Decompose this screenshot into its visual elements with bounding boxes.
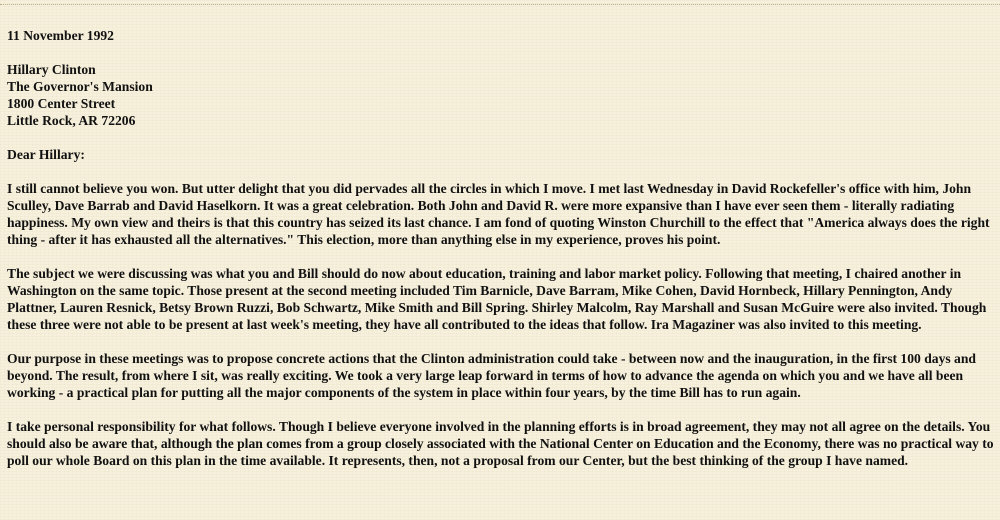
top-divider — [0, 4, 1000, 5]
paragraph-4: I take personal responsibility for what follows. Though I believe everyone involved in the planning efforts is in broad agreement, they may not all agree on the details. You should also be aware that, although the plan comes from a group closely associated with the National Center on Education and the Economy, there was no practical way to poll our whole Board on this plan in the time available. It represents, then, not a proposal from our Center, but the best thinking of the group I have named. — [7, 419, 994, 468]
salutation: Dear Hillary: — [7, 147, 85, 162]
paragraph-2: The subject we were discussing was what you and Bill should do now about education, training and labor market policy. Following that meeting, I chaired another in Washington on the same topic. Those present at the second meeting included Tim Barnicle, Dave Barram, Mike Cohen, David Hornbeck, Hillary Pennington, Andy Plattner, Lauren Resnick, Betsy Brown Ruzzi, Bob Schwartz, Mike Smith and Bill Spring. Shirley Malcolm, Ray Marshall and Susan McGuire were also invited. Though these three were not able to be present at last week's meeting, they have all contributed to the ideas that follow. Ira Magaziner was also invited to this meeting. — [7, 266, 987, 332]
address-line-2: 1800 Center Street — [7, 96, 116, 111]
letter-date: 11 November 1992 — [7, 28, 114, 43]
paragraph-3: Our purpose in these meetings was to propose concrete actions that the Clinton administration could take - between now and the inauguration, in the first 100 days and beyond. The result, from where I sit, was really exciting. We took a very large leap forward in terms of how to advance the agenda on which you and we have all been working - a practical plan for putting all the major components of the system in place within four years, by the time Bill has to run again. — [7, 351, 976, 400]
paragraph-1: I still cannot believe you won. But utter delight that you did pervades all the circles in which I move. I met last Wednesday in David Rockefeller's office with him, John Sculley, Dave Barrab and David Haselkorn. It was a great celebration. Both John and David R. were more expansive than I have ever seen them - literally radiating happiness. My own view and theirs is that this country has seized its last chance. I am fond of quoting Winston Churchill to the effect that "America always does the right thing - after it has exhausted all the alternatives." This election, more than anything else in my experience, proves his point. — [7, 181, 990, 247]
address-line-3: Little Rock, AR 72206 — [7, 113, 136, 128]
letter-body — [7, 27, 995, 486]
address-line-1: The Governor's Mansion — [7, 79, 153, 94]
recipient-address — [7, 61, 995, 129]
recipient-name: Hillary Clinton — [7, 62, 96, 77]
